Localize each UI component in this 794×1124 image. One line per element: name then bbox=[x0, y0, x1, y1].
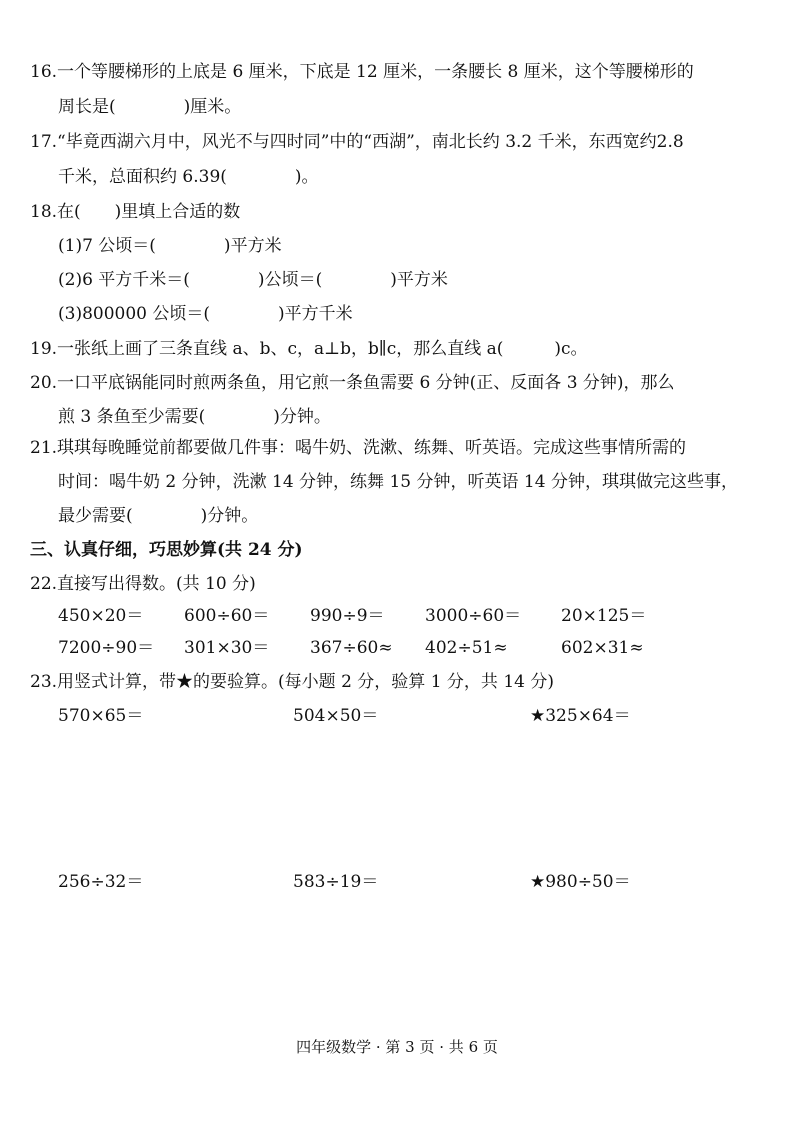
q18-item2: (2)6 平方千米＝( )公顷＝( )平方米 bbox=[58, 270, 448, 290]
q23-r1-c2: 504×50＝ bbox=[293, 706, 379, 726]
q21-line3: 最少需要( )分钟。 bbox=[58, 506, 259, 526]
q20-line2: 煎 3 条鱼至少需要( )分钟。 bbox=[58, 407, 331, 427]
q17-line1: 17.“毕竟西湖六月中，风光不与四时同”中的“西湖”，南北长约 3.2 千米，东西宽约2.8 bbox=[30, 132, 684, 152]
q22-r1-c4: 3000÷60＝ bbox=[425, 606, 522, 626]
q18-title: 18.在( )里填上合适的数 bbox=[30, 202, 241, 222]
q22-r1-c5: 20×125＝ bbox=[561, 606, 647, 626]
q20-line1: 20.一口平底锅能同时煎两条鱼，用它煎一条鱼需要 6 分钟(正、反面各 3 分钟)，那么 bbox=[30, 373, 675, 393]
section3-title: 三、认真仔细，巧思妙算(共 24 分) bbox=[30, 540, 303, 560]
q23-r2-c3: ★980÷50＝ bbox=[530, 872, 631, 892]
q22-r2-c3: 367÷60≈ bbox=[310, 638, 393, 658]
q21-line2: 时间：喝牛奶 2 分钟，洗漱 14 分钟，练舞 15 分钟，听英语 14 分钟，琪琪做完这些事， bbox=[58, 472, 738, 492]
q16-line2: 周长是( )厘米。 bbox=[58, 97, 242, 117]
q21-line1: 21.琪琪每晚睡觉前都要做几件事：喝牛奶、洗漱、练舞、听英语。完成这些事情所需的 bbox=[30, 438, 687, 458]
q22-r1-c3: 990÷9＝ bbox=[310, 606, 385, 626]
q16-line1: 16.一个等腰梯形的上底是 6 厘米，下底是 12 厘米，一条腰长 8 厘米，这个等腰梯形的 bbox=[30, 62, 694, 82]
q22-title: 22.直接写出得数。(共 10 分) bbox=[30, 574, 256, 594]
q23-r2-c1: 256÷32＝ bbox=[58, 872, 144, 892]
q22-r2-c1: 7200÷90＝ bbox=[58, 638, 155, 658]
q22-r2-c5: 602×31≈ bbox=[561, 638, 644, 658]
q22-r2-c4: 402÷51≈ bbox=[425, 638, 508, 658]
q19-line1: 19.一张纸上画了三条直线 a、b、c，a⊥b，b∥c，那么直线 a( )c。 bbox=[30, 339, 588, 359]
q23-r1-c1: 570×65＝ bbox=[58, 706, 144, 726]
page-footer: 四年级数学 · 第 3 页 · 共 6 页 bbox=[296, 1038, 498, 1056]
q18-item1: (1)7 公顷＝( )平方米 bbox=[58, 236, 282, 256]
q17-line2: 千米，总面积约 6.39( )。 bbox=[58, 167, 319, 187]
q22-r1-c2: 600÷60＝ bbox=[184, 606, 270, 626]
q22-r2-c2: 301×30＝ bbox=[184, 638, 270, 658]
q22-r1-c1: 450×20＝ bbox=[58, 606, 144, 626]
q18-item3: (3)800000 公顷＝( )平方千米 bbox=[58, 304, 353, 324]
q23-r1-c3: ★325×64＝ bbox=[530, 706, 631, 726]
q23-title: 23.用竖式计算，带★的要验算。(每小题 2 分，验算 1 分，共 14 分) bbox=[30, 672, 554, 692]
q23-r2-c2: 583÷19＝ bbox=[293, 872, 379, 892]
